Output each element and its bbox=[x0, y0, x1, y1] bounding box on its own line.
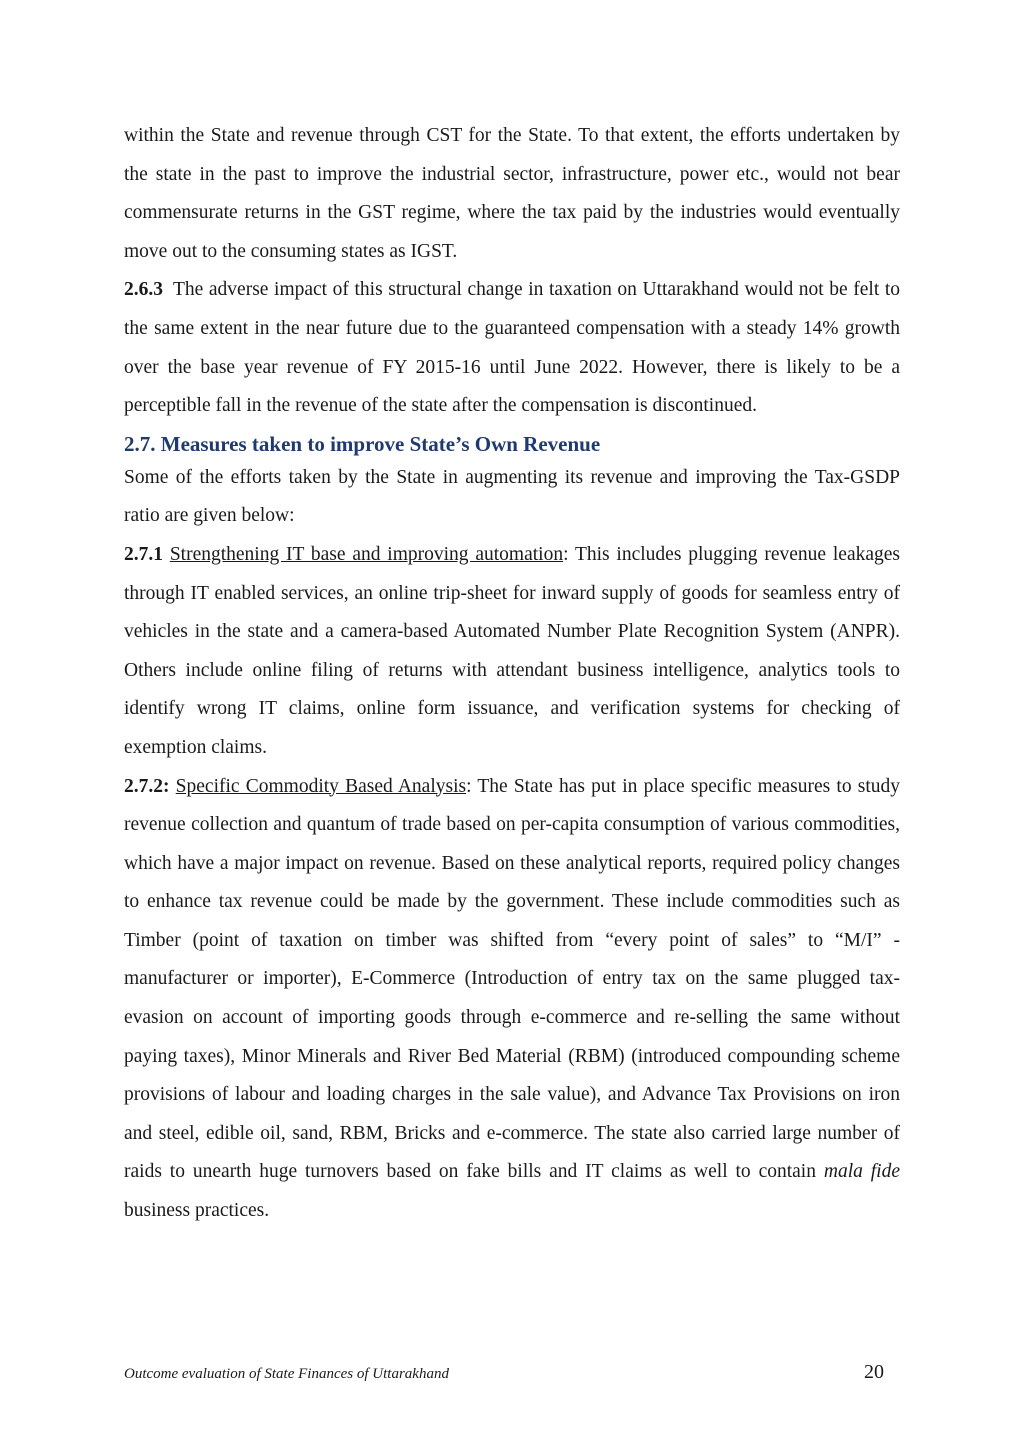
section-text: The adverse impact of this structural change in taxation on Uttarakhand would not be felt to the same extent in the near future due to the guaranteed compensation with a steady 14% growth over the base year revenue of FY 2015-16 until June 2022. However, there is likely to be a perceptible fall in the revenue of the state after the compensation is discontinued. bbox=[124, 279, 900, 417]
italic-term: mala fide bbox=[823, 1161, 900, 1183]
page-number: 20 bbox=[864, 1361, 884, 1383]
section-text: : This includes plugging revenue leakages through IT enabled services, an online trip-sheet for inward supply of goods for seamless entry of vehicles in the state and a camera-based Automated Number Plate Recognition System (ANPR). Others include online filing of returns with attendant business intelligence, analytics tools to identify wrong IT claims, online form issuance, and verification systems for checking of exemption claims. bbox=[124, 543, 900, 758]
section-2-7-intro bbox=[124, 459, 900, 536]
section-text: : The State has put in place specific measures to study revenue collection and quantum of trade based on per-capita consumption of various commodities, which have a major impact on revenue. Based on these analytical reports, required policy changes to enhance tax revenue could be made by the government. These include commodities such as Timber (point of taxation on timber was shifted from “every point of sales” to “M/I” - manufacturer or importer), E-Commerce (Introduction of entry tax on the same plugged tax-evasion on account of importing goods through e-commerce and re-selling the same without paying taxes), Minor Minerals and River Bed Material (RBM) (introduced compounding scheme provisions of labour and loading charges in the sale value), and Advance Tax Provisions on iron and steel, edible oil, sand, RBM, Bricks and e-commerce. The state also carried large number of raids to unearth huge turnovers based on fake bills and IT claims as well to contain bbox=[124, 775, 900, 1183]
paragraph-continuation-text: within the State and revenue through CST for the State. To that extent, the efforts undertaken by the state in the past to improve the industrial sector, infrastructure, power etc., would not bear commensurate returns in the GST regime, where the tax paid by the industries would eventually move out to the consuming states as IGST. bbox=[124, 125, 900, 262]
subsection-title: Specific Commodity Based Analysis bbox=[175, 775, 467, 797]
section-number: 2.7.2: bbox=[124, 775, 170, 797]
section-2-7-1 bbox=[124, 536, 900, 768]
document-body bbox=[124, 117, 900, 1231]
section-2-7-2 bbox=[124, 768, 900, 1231]
section-2-6-3 bbox=[124, 271, 900, 425]
subsection-title: Strengthening IT base and improving automation bbox=[169, 543, 564, 565]
section-number: 2.7.1 bbox=[124, 543, 163, 565]
footer-title: Outcome evaluation of State Finances of Uttarakhand bbox=[124, 1366, 449, 1382]
paragraph-continuation bbox=[124, 117, 900, 271]
section-text-tail: business practices. bbox=[124, 1200, 270, 1222]
section-heading-2-7: 2.7. Measures taken to improve State’s Own Revenue bbox=[124, 431, 601, 456]
section-number: 2.6.3 bbox=[124, 279, 163, 301]
intro-text: Some of the efforts taken by the State in augmenting its revenue and improving the Tax-GSDP ratio are given below: bbox=[124, 466, 900, 527]
